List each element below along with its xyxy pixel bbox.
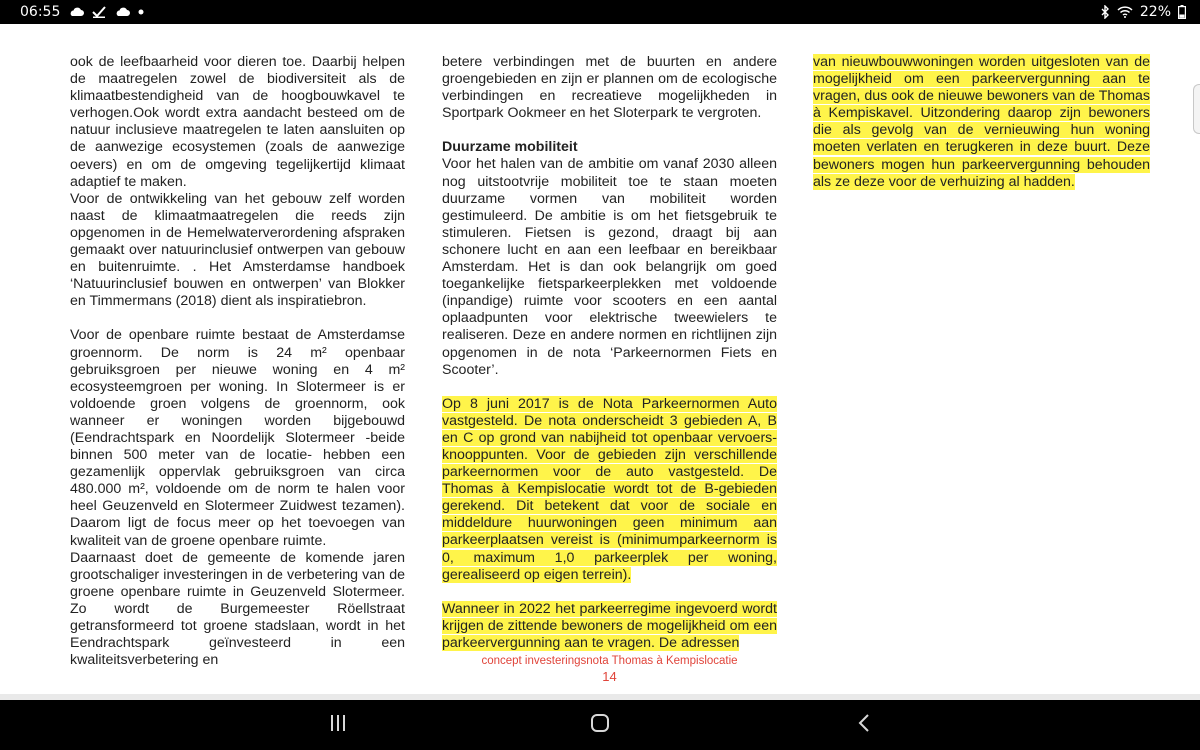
wifi-icon (1117, 6, 1133, 18)
cloud-icon (114, 7, 130, 17)
paragraph-spacer (442, 122, 777, 139)
paragraph-spacer (442, 379, 777, 396)
paragraph: Voor het halen van de ambitie om vanaf 2030 alleen nog uitstootvrije mobiliteit toe te staan moeten duurzame vormen van mobiliteit worden gestimuleerd. De ambitie is om het fietsgebruik te stimuleren. Fietsen is gezond, draagt bij aan schonere lucht en aan een leefbaar en bereikbaar Amsterdam. Het is dan ook belangrijk om goed toegankelijke fietsparkeerplekken met voldoende (inpandige) ruimte voor scooters en een aantal oplaadpunten voor elektrische tweewielers te realiseren. Deze en andere normen en richtlijnen zijn opgenomen in de nota ‘Parkeernormen Fiets en Scooter’. (442, 156, 777, 378)
check-icon (92, 6, 106, 18)
paragraph: Daarnaast doet de gemeente de komende jaren grootschaliger investeringen in de verbetering van de groene openbare ruimte in Geuzenveld Slotermeer. Zo wordt de Burgemeester Röellstraat getransformeerd tot groene stadslaan, wordt in het Eendrachtspark geïnvesteerd in een kwaliteitsverbetering en (70, 549, 405, 669)
status-bar-right (1100, 4, 1200, 20)
home-button[interactable] (570, 700, 630, 750)
text-column-3 (813, 54, 1150, 191)
status-bar-left (0, 4, 144, 20)
text-column-1 (70, 54, 405, 669)
highlighted-text[interactable]: Op 8 juni 2017 is de Nota Parkeernormen Auto vastgesteld. De nota onderscheidt 3 gebieden A, B en C op grond van nabijheid tot openbaar vervoers-knooppunten. Voor de gebieden zijn verschillende parkeernormen voor de auto vastgesteld. De Thomas à Kempislocatie wordt tot de B-gebieden gerekend. Dit betekent dat voor de sociale en middeldure huurwoningen geen minimum aan parkeerplaatsen vereist is (minimumparkeernorm is 0, maximum 1,0 parkeerplek per woning, gerealiseerd op eigen terrein). (442, 395, 777, 583)
paragraph: Voor de ontwikkeling van het gebouw zelf worden naast de klimaatmaatregelen die reeds zijn opgenomen in de Hemelwaterverordening afspraken gemaakt over natuurinclusief ontwerpen van gebouw en buitenruimte. . Het Amsterdamse handboek ‘Natuurinclusief bouwen en ontwerpen’ van Blokker en Timmermans (2018) dient als inspiratiebron. (70, 190, 405, 310)
back-icon (857, 713, 871, 738)
edge-panel-handle[interactable] (1193, 84, 1200, 134)
section-heading: Duurzame mobiliteit (442, 139, 578, 156)
recent-apps-button[interactable] (308, 700, 368, 750)
footer-title: concept investeringsnota Thomas à Kempislocatie (481, 655, 738, 667)
highlighted-text[interactable]: van nieuwbouwwoningen worden uitgesloten van de mogelijkheid om een parkeervergunning aan te vragen, dus ook de nieuwe bewoners van de Thomas à Kempiskavel. Uitzondering daarop zijn bewoners die als gevolg van de vernieuwing hun woning moeten verlaten en terugkeren in deze buurt. Deze bewoners mogen hun parkeervergunning behouden als ze deze voor de verhuizing al hadden. (813, 54, 1150, 190)
battery-icon (1178, 5, 1186, 19)
document-page[interactable] (0, 24, 1200, 700)
bluetooth-icon (1100, 5, 1110, 19)
home-icon (590, 713, 610, 738)
recent-apps-icon (329, 714, 347, 737)
cloud-icon (68, 7, 84, 17)
dot-icon (138, 9, 144, 15)
battery-percentage: 22% (1139, 4, 1171, 20)
clock: 06:55 (20, 4, 61, 20)
highlighted-paragraph[interactable] (813, 54, 1150, 191)
text-column-2 (442, 54, 777, 652)
paragraph: betere verbindingen met de buurten en andere groengebieden en zijn er plannen om de ecologische verbindingen en recreatieve mogelijkheden in Sportpark Ookmeer en het Sloterpark te vergroten. (442, 54, 777, 122)
paragraph: Voor de openbare ruimte bestaat de Amsterdamse groennorm. De norm is 24 m² openbaar gebruiksgroen per nieuwe woning en 4 m² ecosysteemgroen per woning. In Slotermeer is er voldoende groen volgens de groennorm, ook wanneer er woningen worden bijgebouwd (Eendrachtspark en Noordelijk Slotermeer -beide binnen 500 meter van de locatie- hebben een gezamenlijk oppervlak gebruiksgroen van circa 480.000 m², voldoende om de norm te halen voor heel Geuzenveld en Slotermeer Zuidwest tezamen). Daarom ligt de focus meer op het toevoegen van kwaliteit van de groene openbare ruimte. (70, 327, 405, 549)
page-number: 14 (602, 669, 617, 684)
navigation-bar (0, 700, 1200, 750)
highlighted-paragraph[interactable] (442, 601, 777, 652)
highlighted-text[interactable]: Wanneer in 2022 het parkeerregime ingevoerd wordt krijgen de zittende bewoners de mogelijkheid om een parkeervergunning aan te vragen. De adressen (442, 600, 777, 651)
paragraph-spacer (70, 310, 405, 327)
highlighted-paragraph[interactable] (442, 396, 777, 584)
status-bar (0, 0, 1200, 24)
paragraph: ook de leefbaarheid voor dieren toe. Daarbij helpen de maatregelen zowel de biodiversiteit als de klimaatbestendigheid van de hoogbouwkavel te verhogen.Ook wordt extra aandacht besteed om de natuur inclusieve maatregelen te laten aansluiten op de aanwezige ecosystemen (zoals de aanwezige oevers) en om de omgeving tegelijkertijd klimaat adaptief te maken. (70, 54, 405, 190)
paragraph-spacer (442, 584, 777, 601)
back-button[interactable] (834, 700, 894, 750)
